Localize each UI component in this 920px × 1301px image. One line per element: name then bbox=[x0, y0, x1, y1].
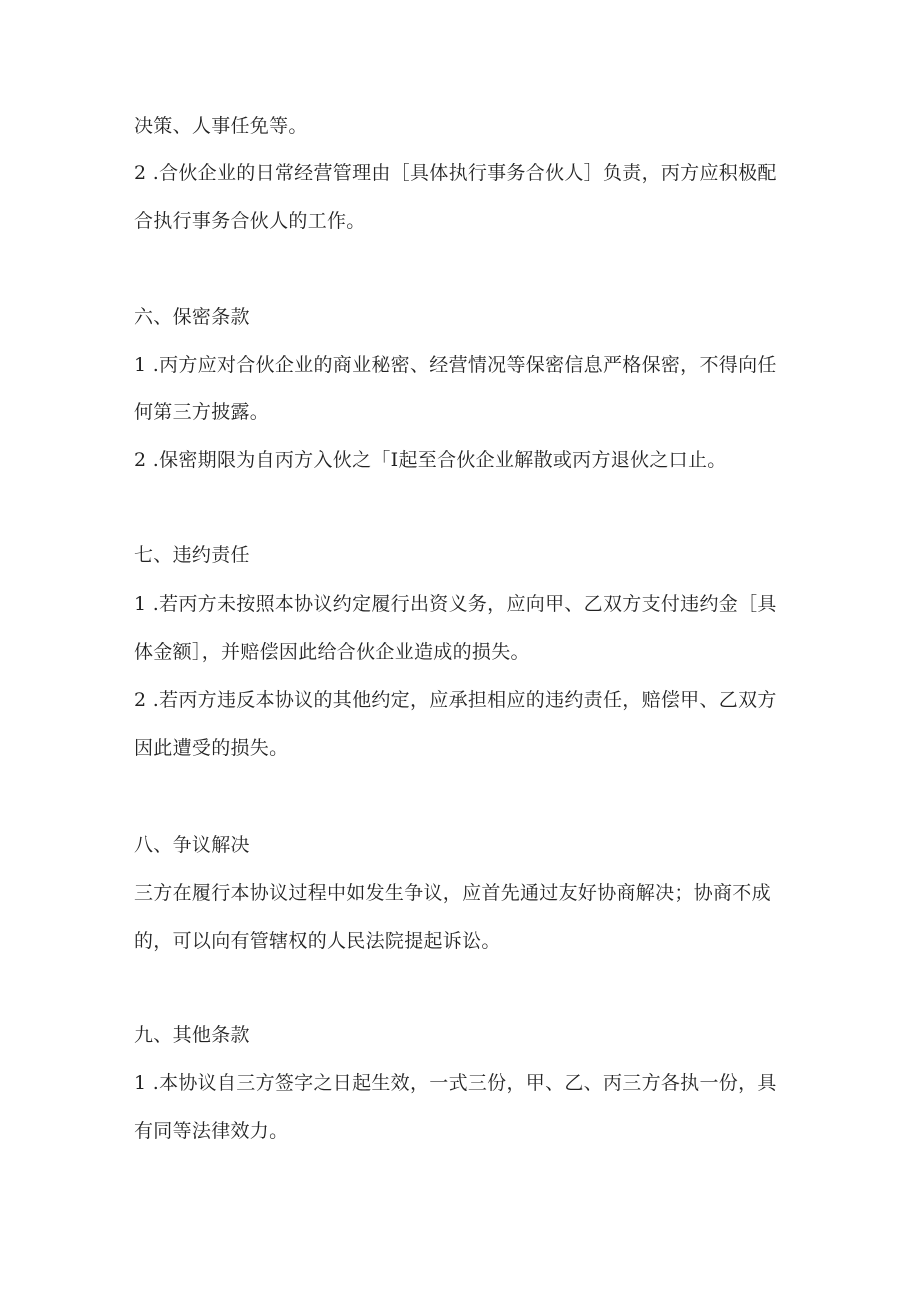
section-heading: 八、争议解决 bbox=[134, 834, 250, 856]
paragraph-line: 有同等法律效力。 bbox=[134, 1120, 289, 1142]
paragraph-line: 合执行事务合伙人的工作。 bbox=[134, 210, 366, 232]
list-item-line: 1 .若丙方未按照本协议约定履行出资义务，应向甲、乙双方支付违约金［具 bbox=[134, 593, 777, 615]
section-heading: 六、保密条款 bbox=[134, 306, 250, 328]
paragraph-line: 决策、人事任免等。 bbox=[134, 115, 308, 137]
section-heading: 七、违约责任 bbox=[134, 544, 250, 566]
list-item-line: 1 .本协议自三方签字之日起生效，一式三份，甲、乙、丙三方各执一份，具 bbox=[134, 1072, 777, 1094]
list-item-line: 2 .合伙企业的日常经营管理由［具体执行事务合伙人］负责，丙方应积极配 bbox=[134, 162, 777, 184]
section-heading: 九、其他条款 bbox=[134, 1024, 250, 1046]
list-item-line: 2 .若丙方违反本协议的其他约定，应承担相应的违约责任，赔偿甲、乙双方 bbox=[134, 689, 777, 711]
paragraph-line: 因此遭受的损失。 bbox=[134, 737, 289, 759]
list-item-line: 2 .保密期限为自丙方入伙之「I起至合伙企业解散或丙方退伙之口止。 bbox=[134, 449, 727, 471]
paragraph-line: 的，可以向有管辖权的人民法院提起诉讼。 bbox=[134, 930, 501, 952]
list-item-line: 1 .丙方应对合伙企业的商业秘密、经营情况等保密信息严格保密，不得向任 bbox=[134, 354, 777, 376]
paragraph-line: 何第三方披露。 bbox=[134, 401, 270, 423]
paragraph-line: 三方在履行本协议过程中如发生争议，应首先通过友好协商解决；协商不成 bbox=[134, 882, 771, 904]
paragraph-line: 体金额］，并赔偿因此给合伙企业造成的损失。 bbox=[134, 641, 530, 663]
